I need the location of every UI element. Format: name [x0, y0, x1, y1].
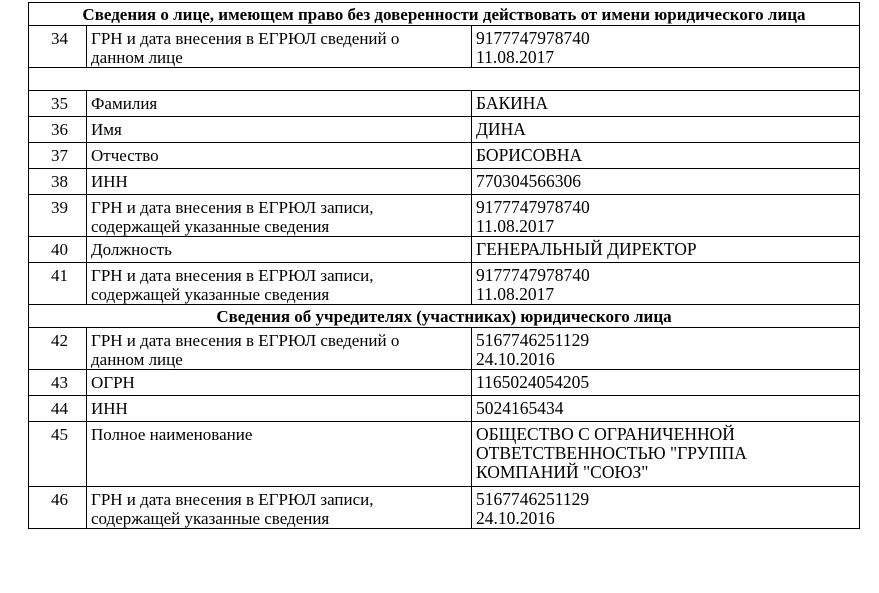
row-value: БАКИНА — [472, 91, 860, 117]
table-row — [29, 26, 860, 68]
row-number: 43 — [29, 370, 87, 396]
table-row — [29, 169, 860, 195]
row-number: 39 — [29, 195, 87, 237]
row-label: Имя — [87, 117, 472, 143]
row-label: ГРН и дата внесения в ЕГРЮЛ сведений о данном лице — [87, 328, 472, 370]
row-number: 40 — [29, 237, 87, 263]
egrul-table — [28, 2, 860, 529]
row-number: 35 — [29, 91, 87, 117]
spacer-row — [29, 68, 860, 91]
row-value: 9177747978740 11.08.2017 — [472, 263, 860, 305]
row-label: ОГРН — [87, 370, 472, 396]
table-row — [29, 237, 860, 263]
row-value: ОБЩЕСТВО С ОГРАНИЧЕННОЙ ОТВЕТСТВЕННОСТЬЮ "ГРУППА КОМПАНИЙ "СОЮЗ" — [472, 422, 860, 487]
row-label: ИНН — [87, 396, 472, 422]
row-label: Отчество — [87, 143, 472, 169]
row-value: 9177747978740 11.08.2017 — [472, 26, 860, 68]
table-row — [29, 370, 860, 396]
row-label: Фамилия — [87, 91, 472, 117]
row-number: 41 — [29, 263, 87, 305]
row-value: ГЕНЕРАЛЬНЫЙ ДИРЕКТОР — [472, 237, 860, 263]
row-number: 42 — [29, 328, 87, 370]
table-row — [29, 143, 860, 169]
row-value: 9177747978740 11.08.2017 — [472, 195, 860, 237]
table-row — [29, 422, 860, 487]
row-value: 770304566306 — [472, 169, 860, 195]
row-value: 1165024054205 — [472, 370, 860, 396]
section-title: Сведения о лице, имеющем право без доверенности действовать от имени юридического лица — [29, 3, 860, 26]
row-value: 5024165434 — [472, 396, 860, 422]
row-number: 46 — [29, 487, 87, 529]
table-row — [29, 263, 860, 305]
row-number: 38 — [29, 169, 87, 195]
row-number: 34 — [29, 26, 87, 68]
egrul-extract-document — [28, 2, 859, 529]
row-label: ГРН и дата внесения в ЕГРЮЛ сведений о данном лице — [87, 26, 472, 68]
row-value: 5167746251129 24.10.2016 — [472, 487, 860, 529]
row-label: ГРН и дата внесения в ЕГРЮЛ записи, содержащей указанные сведения — [87, 263, 472, 305]
row-number: 44 — [29, 396, 87, 422]
table-row — [29, 396, 860, 422]
row-label: ГРН и дата внесения в ЕГРЮЛ записи, содержащей указанные сведения — [87, 487, 472, 529]
row-label: ГРН и дата внесения в ЕГРЮЛ записи, содержащей указанные сведения — [87, 195, 472, 237]
row-label: Должность — [87, 237, 472, 263]
row-number: 37 — [29, 143, 87, 169]
row-value: БОРИСОВНА — [472, 143, 860, 169]
row-value: ДИНА — [472, 117, 860, 143]
table-row — [29, 91, 860, 117]
table-row — [29, 328, 860, 370]
row-number: 36 — [29, 117, 87, 143]
row-label: Полное наименование — [87, 422, 472, 487]
row-label: ИНН — [87, 169, 472, 195]
section-header-director — [29, 3, 860, 26]
row-value: 5167746251129 24.10.2016 — [472, 328, 860, 370]
row-number: 45 — [29, 422, 87, 487]
section-header-founders — [29, 305, 860, 328]
section-title: Сведения об учредителях (участниках) юридического лица — [29, 305, 860, 328]
table-row — [29, 195, 860, 237]
table-row — [29, 117, 860, 143]
table-row — [29, 487, 860, 529]
